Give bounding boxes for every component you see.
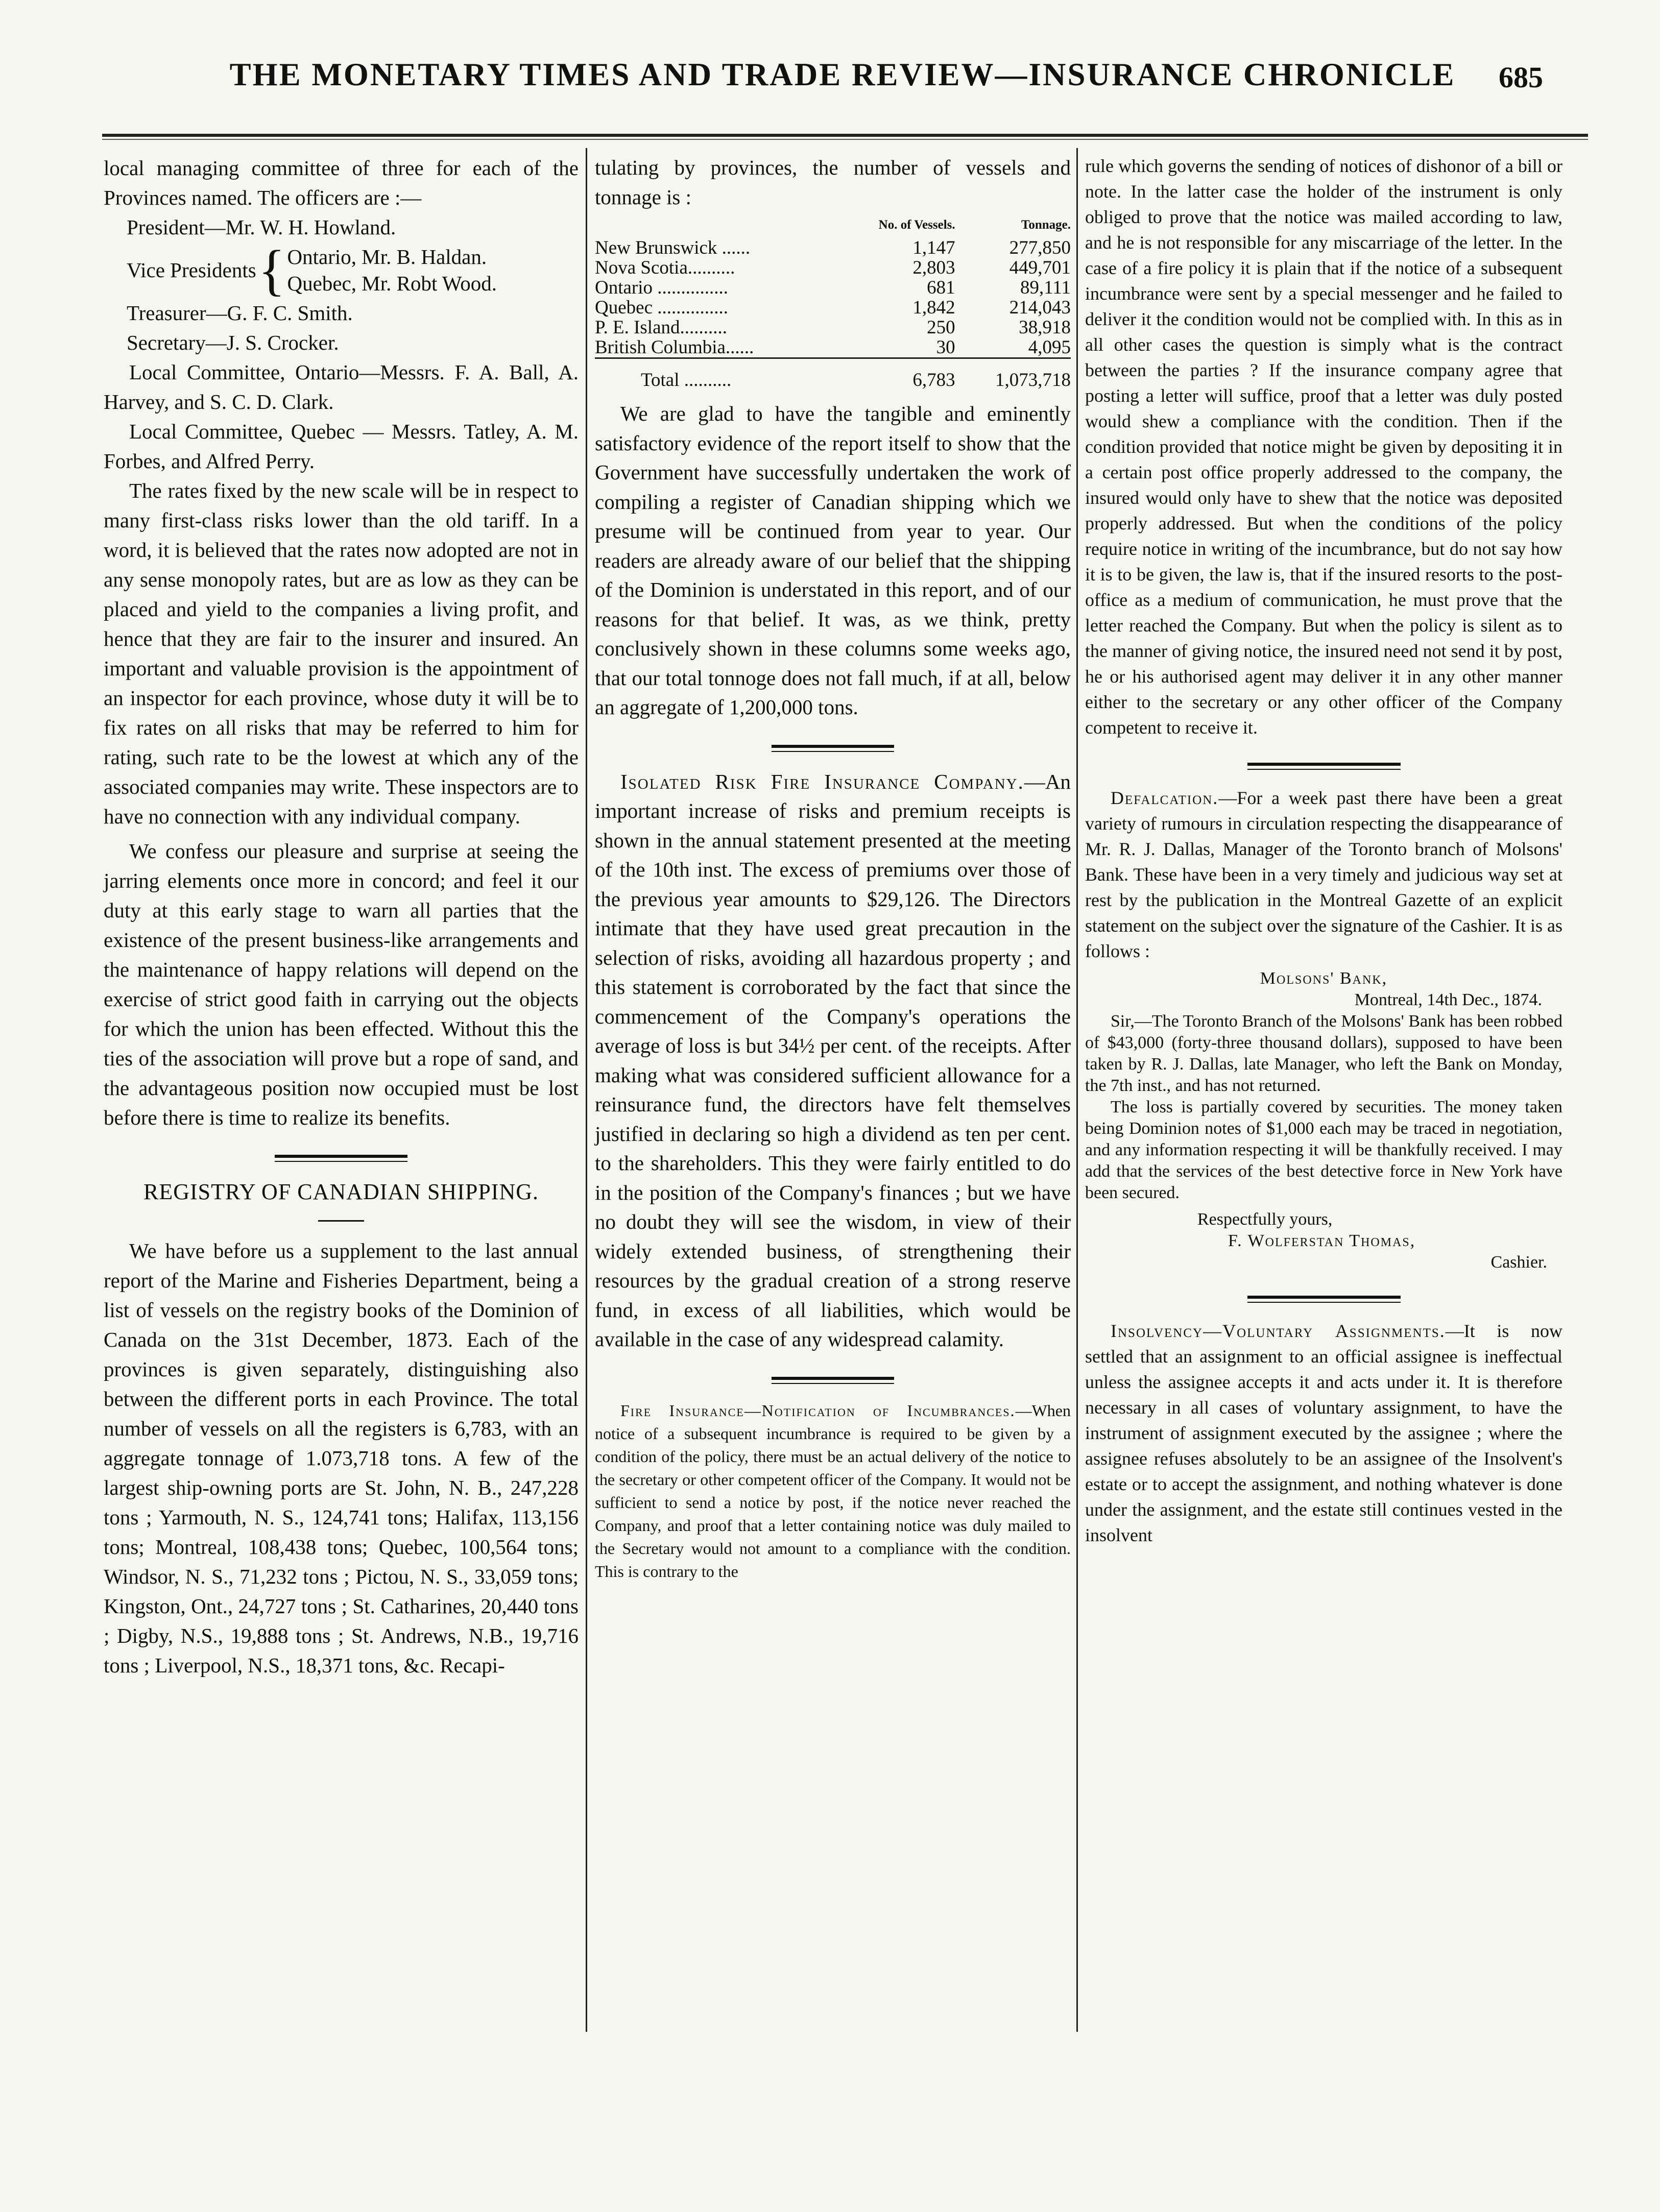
section-separator [772, 1377, 894, 1384]
section-separator [275, 1155, 407, 1162]
brace-glyph: { [258, 239, 285, 301]
section-separator [1247, 763, 1401, 770]
vice-presidents [127, 239, 579, 301]
table-cell-tonnage: 214,043 [1009, 297, 1071, 318]
table-total-row [595, 358, 1071, 391]
table-cell-vessels: 250 [927, 317, 955, 338]
local-committee-ontario: Local Committee, Ontario—Messrs. F. A. Ball, A. Harvey, and S. C. D. Clark. [104, 360, 579, 414]
table-cell-vessels: 30 [936, 337, 955, 358]
insolvency-paragraph [1085, 1318, 1562, 1548]
isolated-risk-heading: Isolated Risk Fire Insurance Company. [620, 769, 1024, 793]
letter-body-2: The loss is partially covered by securities. The money taken being Dominion notes of $1,000 each may be traced in negotiation, and any information respecting it will be thankfully received. I may add that the services of the best detective force in New York have been secured. [1085, 1098, 1562, 1202]
table-header-row [595, 215, 1071, 238]
table-row [595, 238, 1071, 258]
header-rule [102, 134, 1588, 137]
officers-intro: local managing committee of three for each of the Provinces named. The officers are :— [104, 156, 579, 209]
table-cell-tonnage: 277,850 [1009, 237, 1071, 258]
page-header-title: THE MONETARY TIMES AND TRADE REVIEW—INSURANCE CHRONICLE [229, 57, 1456, 92]
table-cell-vessels: 681 [927, 277, 955, 298]
vp-names [287, 244, 497, 297]
letter-title: Cashier. [1490, 1253, 1547, 1272]
registry-paragraph: We have before us a supplement to the last annual report of the Marine and Fisheries Department, being a list of vessels on the registry books of the Dominion of Canada on the 31st December, 1873. Each of the provinces is given separately, distinguishing also between the different ports in each Province. The total number of vessels on all the registers is 6,783, with an aggregate tonnage of 1.073,718 tons. A few of the largest ship-owning ports are St. John, N. B., 247,228 tons ; Yarmouth, N. S., 124,741 tons; Halifax, 113,156 tons; Montreal, 108,438 tons; Quebec, 100,564 tons; Windsor, N. S., 71,232 tons ; Pictou, N. S., 33,059 tons; Kingston, Ont., 24,727 tons ; St. Catharines, 20,440 tons ; Digby, N.S., 19,888 tons ; St. Andrews, N.B., 19,716 tons ; Liverpool, N.S., 18,371 tons, &c. Recapi- [104, 1239, 579, 1677]
vessels-header: No. of Vessels. [878, 218, 955, 232]
fire-insurance-body: —When notice of a subsequent incumbrance is required to be given by a condition of the policy, there must be an actual delivery of the notice to the secretary or other competent officer of the Company. It would not be sufficient to send a notice by post, if the notice never reached the Company, and proof that a letter containing notice was duly mailed to the Secretary would not amount to a compliance with the condition. This is contrary to the [595, 1401, 1071, 1581]
table-cell-province: New Brunswick ...... [595, 237, 751, 258]
table-cell-province: British Columbia...... [595, 337, 754, 358]
table-cell-tonnage: 449,701 [1009, 257, 1071, 278]
total-tonnage: 1,073,718 [955, 358, 1071, 391]
table-cell-province: Quebec ............... [595, 297, 728, 318]
table-cell-tonnage: 38,918 [1019, 317, 1071, 338]
table-row [595, 278, 1071, 298]
isolated-risk-paragraph [595, 767, 1071, 1354]
confess-paragraph: We confess our pleasure and surprise at seeing the jarring elements once more in concord; and feel it our duty at this early stage to warn all parties that the existence of the present business-like arrangements and the maintenance of happy relations will depend on the exercise of strict good faith in carrying out the objects for which the union has been effected. Without this the ties of the association will prove but a rope of sand, and the advantageous position now occupied must be lost before there is time to realize its benefits. [104, 839, 579, 1129]
tabulating-intro: tulating by provinces, the number of vessels and tonnage is : [595, 156, 1071, 209]
header-rule-thin [102, 139, 1588, 140]
section-separator [1247, 1296, 1401, 1303]
table-row [595, 318, 1071, 337]
table-row [595, 298, 1071, 318]
fire-insurance-paragraph [595, 1399, 1071, 1583]
table-row [595, 258, 1071, 278]
page-number: 685 [1499, 61, 1543, 94]
table-cell-province: Nova Scotia.......... [595, 257, 735, 278]
rule-paragraph: rule which governs the sending of notices of dishonor of a bill or note. In the latter case the holder of the instrument is only obliged to prove that the notice was mailed according to law, and he is not responsible for any miscarriage of the letter. In the case of a fire policy it is plain that if the notice of a subsequent incumbrance were sent by a special messenger and he failed to deliver it the condition would not be complied with. In this as in all other cases the question is simply what is the contract between the parties ? If the insurance company agree that posting a letter will suffice, proof that a letter was duly posted would shew a compliance with the condition. Then if the condition provided that notice might be given by depositing it in a certain post office properly addressed to the company, the insured would only have to shew that the notice was deposited properly addressed. But when the conditions of the policy require notice in writing of the incumbrance, but do not say how it is to be given, the law is, that if the insured resorts to the post-office as a medium of communication, he must prove that the letter reached the Company. But when the policy is silent as to the manner of giving notice, the insured need not send it by post, he or his authorised agent may deliver it in any other manner either to the secretary or any other officer of the Company competent to receive it. [1085, 156, 1562, 738]
letter-closing: Respectfully yours, [1197, 1210, 1333, 1229]
table-cell-province: P. E. Island.......... [595, 317, 727, 338]
column-divider-2 [1076, 148, 1078, 2032]
shipping-table [595, 215, 1071, 390]
letter-signature: F. Wolferstan Thomas, [1228, 1231, 1416, 1250]
column-1 [104, 153, 579, 1680]
vp-label: Vice Presidents [127, 258, 256, 282]
letter-body-1: Sir,—The Toronto Branch of the Molsons' Bank has been robbed of $43,000 (forty-three thousand dollars), supposed to have been taken by R. J. Dallas, late Manager, who left the Bank on Monday, the 7th inst., and has not returned. [1085, 1012, 1562, 1095]
glad-paragraph: We are glad to have the tangible and eminently satisfactory evidence of the report itself to show that the Government have successfully undertaken the work of compiling a register of Canadian shipping which we presume will be continued from year to year. Our readers are already aware of our belief that the shipping of the Dominion is understated in this report, and of our reasons for that belief. It was, as we think, pretty conclusively shown in these columns some weeks ago, that our total tonnoge does not fall much, if at all, below an aggregate of 1,200,000 tons. [595, 402, 1071, 719]
secretary-line: Secretary—J. S. Crocker. [127, 331, 339, 354]
president-line: President—Mr. W. H. Howland. [127, 215, 396, 239]
insolvency-heading: Insolvency—Voluntary Assignments. [1111, 1321, 1446, 1341]
column-3 [1085, 153, 1562, 1548]
insolvency-body: —It is now settled that an assignment to an official assignee is ineffectual unless the assignee accepts it and acts under it. It is therefore necessary in all cases of voluntary assignment, to have the instrument of assignment executed by the assignee ; where the assignee refuses absolutely to be an assignee of the Insolvent's estate or to accept the assignment, and nothing whatever is done under the assignment, and the estate still continues vested in the insolvent [1085, 1321, 1562, 1545]
defalcation-body: —For a week past there have been a great variety of rumours in circulation respecting the disappearance of Mr. R. J. Dallas, Manager of the Toronto branch of Molsons' Bank. These have been in a very timely and judicious way set at rest by the publication in the Montreal Gazette of an explicit statement on the subject over the signature of the Cashier. It is as follows : [1085, 788, 1562, 961]
table-cell-vessels: 1,842 [912, 297, 955, 318]
table-cell-province: Ontario ............... [595, 277, 729, 298]
table-cell-vessels: 2,803 [912, 257, 955, 278]
section-separator [772, 745, 894, 752]
cashier-letter [1085, 968, 1562, 1273]
table-cell-vessels: 1,147 [912, 237, 955, 258]
rates-paragraph: The rates fixed by the new scale will be in respect to many first-class risks lower than the old tariff. In a word, it is believed that the rates now adopted are not in any sense monopoly rates, but are as low as they can be placed and yield to the companies a living profit, and hence that they are fair to the insurer and insured. An important and valuable provision is the appointment of an inspector for each province, whose duty it will be to fix rates on all risks that may be referred to him for rating, such rate to be the lowest at which any of the associated companies may write. These inspectors are to have no connection with any individual company. [104, 479, 579, 828]
total-label: Total .......... [595, 358, 838, 391]
total-vessels: 6,783 [838, 358, 955, 391]
vp-ontario: Ontario, Mr. B. Haldan. [287, 245, 487, 269]
fire-insurance-heading: Fire Insurance—Notification of Incumbrances. [620, 1401, 1016, 1420]
defalcation-paragraph [1085, 785, 1562, 964]
letter-bank: Molsons' Bank, [1260, 969, 1388, 988]
isolated-risk-body: —An important increase of risks and premium receipts is shown in the annual statement presented at the meeting of the 10th inst. The excess of premiums over those of the previous year amounts to $29,126. The Directors intimate that they have used great precaution in the selection of risks, avoiding all hazardous property ; and this statement is corroborated by the fact that since the commencement of the Company's operations the average of loss is but 34½ per cent. of the receipts. After making what was considered sufficient allowance for a reinsurance fund, the directors have felt themselves justified in declaring so high a dividend as ten per cent. to the shareholders. This they were fairly entitled to do in the position of the Company's finances ; but we have no doubt they will see the wisdom, in view of their widely extended business, of strengthening their resources by the gradual creation of a strong reserve fund, in excess of all liabilities, which would be available in the case of any widespread calamity. [595, 769, 1071, 1351]
local-committee-quebec: Local Committee, Quebec — Messrs. Tatley, A. M. Forbes, and Alfred Perry. [104, 420, 579, 473]
title-rule [318, 1220, 364, 1222]
vp-quebec: Quebec, Mr. Robt Wood. [287, 272, 497, 295]
table-cell-tonnage: 4,095 [1028, 337, 1071, 358]
registry-title: REGISTRY OF CANADIAN SHIPPING. [143, 1179, 539, 1204]
defalcation-heading: Defalcation. [1111, 788, 1219, 808]
treasurer-line: Treasurer—G. F. C. Smith. [127, 301, 353, 325]
column-divider-1 [586, 148, 587, 2032]
table-cell-tonnage: 89,111 [1020, 277, 1071, 298]
letter-date: Montreal, 14th Dec., 1874. [1354, 990, 1542, 1009]
column-2 [595, 153, 1071, 1583]
table-row [595, 337, 1071, 358]
tonnage-header: Tonnage. [1021, 218, 1071, 232]
